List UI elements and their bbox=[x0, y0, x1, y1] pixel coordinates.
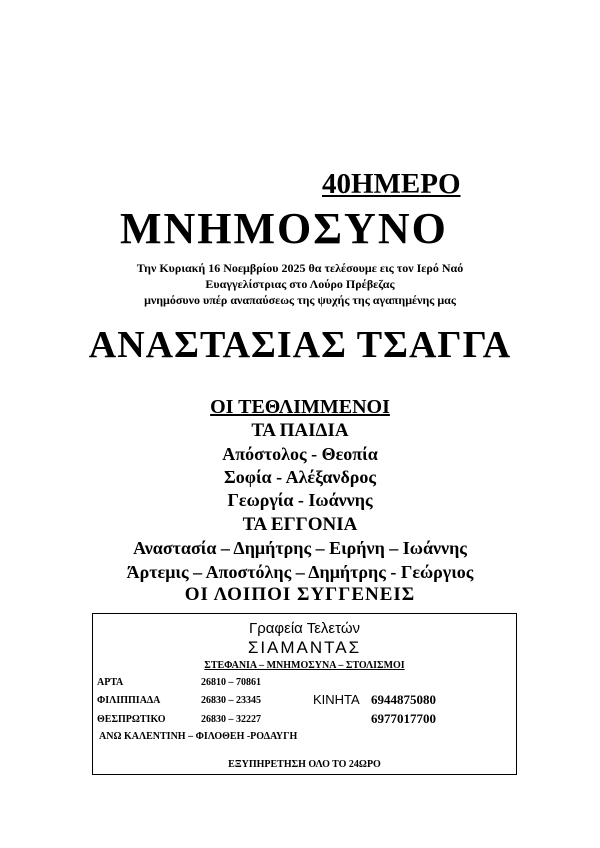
grandchildren-line: Άρτεμις – Αποστόλης – Δημήτρης - Γεώργιος bbox=[126, 562, 474, 582]
agency-name: ΣΙΑΜΑΝΤΑΣ bbox=[247, 638, 362, 657]
mobile-label: ΚΙΝΗΤΑ bbox=[313, 692, 360, 707]
intro-line-2: Ευαγγελίστριας στο Λούρο Πρέβεζας bbox=[205, 277, 395, 291]
mobile-number: 6977017700 bbox=[371, 711, 436, 726]
agency-label: Γραφεία Τελετών bbox=[248, 620, 361, 637]
intro-line-1: Την Κυριακή 16 Νοεμβρίου 2025 θα τελέσουμε εις τον Ιερό Ναό bbox=[136, 261, 464, 275]
mourners-heading: ΟΙ ΤΕΘΛΙΜΜΕΝΟΙ bbox=[210, 396, 390, 418]
notice-subtitle: 40ΗΜΕΡΟ bbox=[322, 168, 461, 200]
agency-footer: ΕΞΥΠΗΡΕΤΗΣΗ ΟΛΟ ΤΟ 24ΩΡΟ bbox=[228, 759, 381, 770]
office-phone: 26830 – 23345 bbox=[201, 695, 261, 706]
agency-areas: ΑΝΩ ΚΑΛΕΝΤΙΝΗ – ΦΙΛΟΘΕΗ -ΡΟΔΑΥΓΗ bbox=[99, 731, 298, 742]
child-couple: Γεωργία - Ιωάννης bbox=[227, 490, 373, 510]
relatives-line: ΟΙ ΛΟΙΠΟΙ ΣΥΓΓΕΝΕΙΣ bbox=[184, 584, 416, 605]
funeral-agency-box bbox=[92, 613, 517, 775]
intro-line-3: μνημόσυνο υπέρ αναπαύσεως της ψυχής της αγαπημένης μας bbox=[144, 293, 456, 307]
children-heading: ΤΑ ΠΑΙΔΙΑ bbox=[251, 420, 349, 441]
office-phone: 26830 – 32227 bbox=[201, 714, 261, 725]
child-couple: Σοφία - Αλέξανδρος bbox=[223, 467, 377, 487]
grandchildren-line: Αναστασία – Δημήτρης – Ειρήνη – Ιωάννης bbox=[133, 538, 467, 558]
office-city: ΑΡΤΑ bbox=[97, 677, 124, 688]
mobile-number: 6944875080 bbox=[371, 692, 436, 707]
agency-services: ΣΤΕΦΑΝΙΑ – ΜΝΗΜΟΣΥΝΑ – ΣΤΟΛΙΣΜΟΙ bbox=[204, 660, 405, 671]
grandchildren-heading: ΤΑ ΕΓΓΟΝΙΑ bbox=[242, 514, 358, 535]
notice-title: ΜΝΗΜΟΣΥΝΟ bbox=[120, 204, 448, 253]
office-city: ΘΕΣΠΡΩΤΙΚΟ bbox=[97, 714, 166, 725]
office-city: ΦΙΛΙΠΠΙΑΔΑ bbox=[97, 695, 161, 706]
child-couple: Απόστολος - Θεοπία bbox=[222, 444, 378, 464]
deceased-name: ΑΝΑΣΤΑΣΙΑΣ ΤΣΑΓΓΑ bbox=[88, 324, 512, 366]
office-phone: 26810 – 70861 bbox=[201, 677, 261, 688]
